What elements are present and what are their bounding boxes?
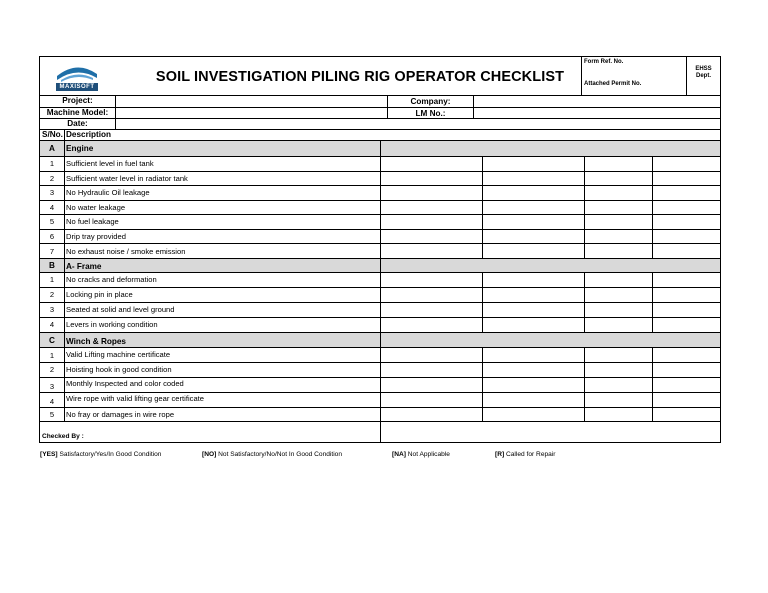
company-field[interactable]	[474, 96, 720, 107]
company-logo	[55, 62, 99, 92]
item-no: 2	[49, 365, 55, 374]
dept-label-line1: EHSS	[695, 66, 712, 72]
checklist-form	[39, 56, 721, 443]
item-no: 1	[49, 351, 55, 360]
item-no: 2	[49, 174, 55, 183]
item-text: No cracks and deformation	[66, 275, 157, 284]
legend-repair: [R] Called for Repair	[495, 451, 556, 458]
section-code: C	[49, 336, 55, 345]
item-no: 4	[49, 203, 55, 212]
section-code: B	[49, 261, 55, 270]
item-text: Sufficient water level in radiator tank	[66, 174, 188, 183]
item-no: 3	[49, 305, 55, 314]
item-text: Valid Lifting machine certificate	[66, 350, 171, 359]
checked-by-field[interactable]	[381, 422, 720, 442]
project-field[interactable]	[116, 96, 387, 107]
item-no: 4	[49, 397, 55, 406]
legend-yes: [YES] Satisfactory/Yes/In Good Condition	[40, 451, 162, 458]
date-field[interactable]	[116, 119, 720, 129]
item-text: Drip tray provided	[66, 232, 126, 241]
item-text: Wire rope with valid lifting gear certificate	[66, 394, 205, 403]
section-title: Engine	[66, 144, 94, 153]
item-text: Hoisting hook in good condition	[66, 365, 172, 374]
description-column-header: Description	[66, 130, 112, 139]
section-code: A	[49, 144, 55, 153]
item-no: 7	[49, 247, 55, 256]
sno-column-header: S/No.	[42, 130, 63, 139]
form-ref-label: Form Ref. No.	[584, 59, 624, 65]
project-label: Project:	[62, 96, 93, 105]
item-text: Levers in working condition	[66, 320, 158, 329]
attached-permit-label: Attached Permit No.	[584, 81, 642, 87]
item-no: 5	[49, 217, 55, 226]
machine-model-field[interactable]	[116, 108, 387, 118]
item-text: No exhaust noise / smoke emission	[66, 247, 186, 256]
item-text: Seated at solid and level ground	[66, 305, 175, 314]
company-label: Company:	[410, 97, 451, 106]
item-no: 3	[49, 382, 55, 391]
section-title: A- Frame	[66, 262, 102, 271]
item-no: 6	[49, 232, 55, 241]
item-text: No fuel leakage	[66, 217, 119, 226]
legend-na: [NA] Not Applicable	[392, 451, 450, 458]
date-label: Date:	[67, 119, 88, 128]
item-text: No Hydraulic Oil leakage	[66, 188, 150, 197]
legend-no: [NO] Not Satisfactory/No/Not In Good Condition	[202, 451, 343, 458]
item-no: 1	[49, 275, 55, 284]
item-no: 5	[49, 410, 55, 419]
dept-label-line2: Dept.	[696, 73, 711, 79]
machine-model-label: Machine Model:	[46, 108, 109, 117]
item-no: 3	[49, 188, 55, 197]
section-title: Winch & Ropes	[66, 337, 126, 346]
item-text: Locking pin in place	[66, 290, 133, 299]
item-text: Monthly Inspected and color coded	[66, 379, 184, 388]
logo-text: MAXISOFT	[59, 84, 95, 90]
item-no: 4	[49, 320, 55, 329]
checked-by-label: Checked By :	[42, 433, 84, 440]
page-title: SOIL INVESTIGATION PILING RIG OPERATOR CHECKLIST	[155, 69, 565, 85]
item-no: 2	[49, 290, 55, 299]
item-text: No fray or damages in wire rope	[66, 410, 175, 419]
item-no: 1	[49, 159, 55, 168]
lm-no-label: LM No.:	[415, 109, 446, 118]
lm-no-field[interactable]	[474, 108, 720, 118]
item-text: Sufficient level in fuel tank	[66, 159, 154, 168]
item-text: No water leakage	[66, 203, 126, 212]
